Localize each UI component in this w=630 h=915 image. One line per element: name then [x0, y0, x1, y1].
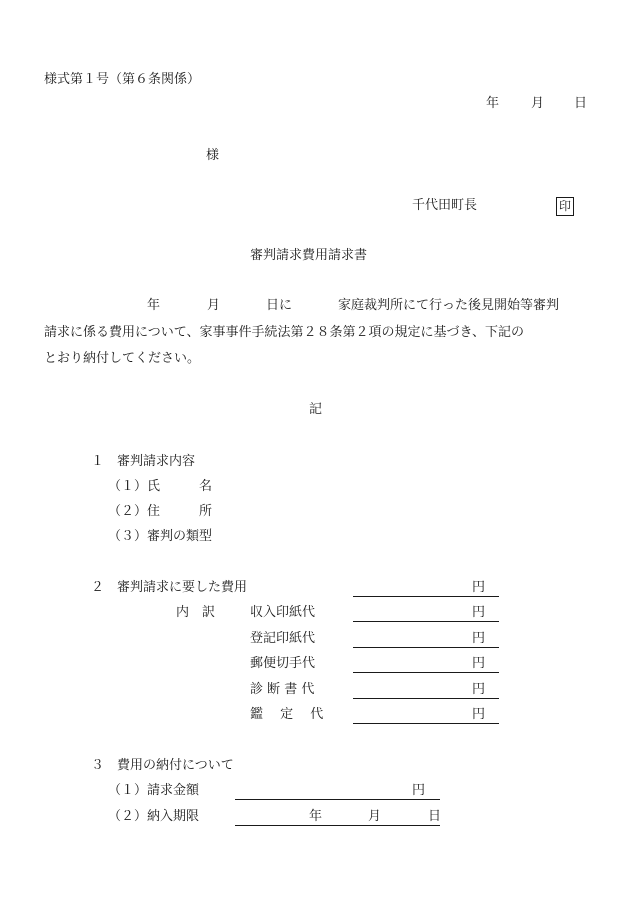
payment-deadline-label: （２）納入期限: [108, 809, 200, 824]
section1-item-type: （３）審判の類型: [108, 529, 213, 544]
cost-item-medical-certificate: 診 断 書 代: [250, 682, 315, 697]
payment-deadline-field: [235, 809, 440, 826]
cost-unit: 円: [471, 707, 485, 722]
payment-amount-label: （１）請求金額: [108, 783, 200, 798]
sender-title: 千代田町長: [412, 198, 478, 213]
cost-field-registration-stamp: [353, 631, 499, 648]
deadline-year: 年: [309, 809, 323, 824]
cost-item-registration-stamp: 登記印紙代: [250, 631, 316, 646]
cost-unit: 円: [471, 682, 485, 697]
cost-item-postage: 郵便切手代: [250, 656, 316, 671]
intro-day: 日に: [266, 298, 293, 313]
total-cost-unit: 円: [471, 580, 485, 595]
date-month-label: 月: [531, 96, 545, 111]
deadline-month: 月: [368, 809, 382, 824]
total-cost-field: [353, 580, 499, 597]
date-day-label: 日: [574, 96, 588, 111]
breakdown-label: 内 訳: [176, 605, 216, 620]
cost-item-revenue-stamp: 収入印紙代: [250, 605, 316, 620]
cost-unit: 円: [471, 631, 485, 646]
cost-field-appraisal: [353, 707, 499, 724]
section2-heading: ２ 審判請求に要した費用: [91, 580, 248, 595]
intro-line1: 家庭裁判所にて行った後見開始等審判: [338, 298, 560, 313]
cost-item-appraisal: 鑑 定 代: [250, 707, 324, 722]
deadline-day: 日: [428, 809, 442, 824]
intro-line2: 請求に係る費用について、家事事件手続法第２８条第２項の規定に基づき、下記の: [44, 325, 524, 340]
section1-heading: １ 審判請求内容: [91, 454, 196, 469]
section1-item-name: （１）氏 名: [108, 479, 213, 494]
seal-box: 印: [556, 197, 574, 216]
date-year-label: 年: [486, 96, 500, 111]
cost-unit: 円: [471, 656, 485, 671]
cost-field-postage: [353, 656, 499, 673]
cost-field-medical-certificate: [353, 682, 499, 699]
payment-amount-field: [235, 783, 440, 800]
section1-item-address: （２）住 所: [108, 504, 213, 519]
intro-month: 月: [207, 298, 221, 313]
ki-heading: 記: [309, 402, 323, 417]
document-title: 審判請求費用請求書: [250, 248, 368, 263]
addressee-suffix: 様: [206, 148, 220, 163]
cost-field-revenue-stamp: [353, 605, 499, 622]
payment-amount-unit: 円: [411, 783, 425, 798]
intro-year: 年: [147, 298, 161, 313]
intro-line3: とおり納付してください。: [44, 351, 201, 366]
form-number: 様式第１号（第６条関係）: [44, 72, 201, 87]
section3-heading: ３ 費用の納付について: [91, 758, 234, 773]
cost-unit: 円: [471, 605, 485, 620]
